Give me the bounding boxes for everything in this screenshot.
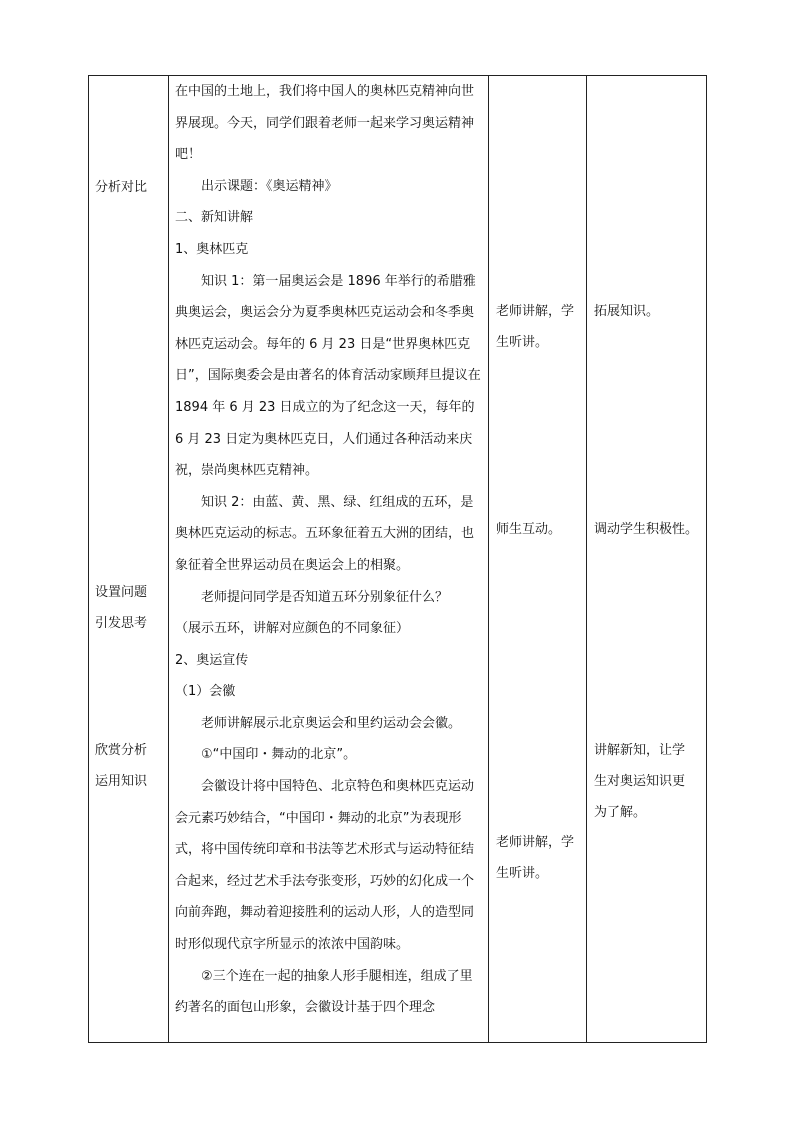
paragraph-knowledge-2: 知识 2：由蓝、黄、黑、绿、红组成的五环，是奥林匹克运动的标志。五环象征着五大洲的团结，也象征着全世界运动员在奥运会上的相聚。 — [175, 494, 475, 573]
paragraph-rio-emblem: ②三个连在一起的抽象人形手腿相连，组成了里约著名的面包山形象，会徽设计基于四个理念 — [175, 968, 473, 1016]
paragraph-rings-note: （展示五环，讲解对应颜色的不同象征） — [175, 621, 410, 637]
stage-label-analyze: 分析对比 — [95, 180, 148, 195]
paragraph-beijing-emblem-desc: 会徽设计将中国特色、北京特色和奥林匹克运动会元素巧妙结合，“中国印・舞动的北京”为表现形式，将中国传统印章和书法等艺术形式与运动特征结合起来，经过艺术手法夸张变形，巧妙的幻化成一个向前奔跑，舞动着迎接胜利的运动人形，人的造型同时形似现代京字所显示的浓浓中国韵味。 — [175, 779, 475, 953]
activity-a-line1: 老师讲解，学 — [496, 304, 575, 319]
design-intent-column — [587, 76, 707, 1043]
activity-a-line2: 生听讲。 — [496, 335, 549, 350]
paragraph-topic: 出示课题：《奥运精神》 — [201, 178, 338, 194]
paragraph-beijing-emblem-title: ①“中国印・舞动的北京”。 — [201, 747, 357, 763]
intent-a-line1: 拓展知识。 — [594, 304, 660, 319]
lesson-plan-table — [88, 75, 707, 1043]
paragraph-emblem-intro: 老师讲解展示北京奥运会和里约运动会会徽。 — [201, 715, 462, 731]
heading-emblem: （1）会徽 — [175, 684, 236, 700]
teacher-activity-column — [489, 76, 587, 1043]
content-column — [169, 76, 489, 1043]
intent-c-line3: 为了解。 — [594, 805, 647, 820]
stage-label-set-question-2: 引发思考 — [95, 616, 148, 631]
intent-c-line1: 讲解新知，让学 — [594, 743, 686, 758]
intent-c-line2: 生对奥运知识更 — [594, 774, 686, 789]
activity-c-line1: 老师讲解，学 — [496, 835, 575, 850]
table-row — [89, 76, 707, 1043]
heading-new-knowledge: 二、新知讲解 — [175, 210, 254, 226]
activity-b-line1: 师生互动。 — [496, 522, 562, 537]
paragraph-knowledge-1: 知识 1：第一届奥运会是 1896 年举行的希腊雅典奥运会，奥运会分为夏季奥林匹克运动会和冬季奥林匹克运动会。每年的 6 月 23 日是“世界奥林匹克日”，国际奥委会是由著名的体育活动家顾拜旦提议在 1894 年 6 月 23 日成立的为了纪念这一天，每年的 6 月 23 日定为奥林匹克日，人们通过各种活动来庆祝，崇尚奥林匹克精神。 — [175, 273, 481, 479]
paragraph-intro: 在中国的土地上，我们将中国人的奥林匹克精神向世界展现。今天，同学们跟着老师一起来学习奥运精神吧！ — [175, 84, 475, 163]
paragraph-teacher-question: 老师提问同学是否知道五环分别象征什么？ — [201, 589, 449, 605]
stage-label-appreciate-1: 欣赏分析 — [95, 743, 148, 758]
activity-c-line2: 生听讲。 — [496, 866, 549, 881]
stage-label-appreciate-2: 运用知识 — [95, 774, 148, 789]
heading-promotion: 2、奥运宣传 — [175, 652, 249, 668]
stage-label-set-question-1: 设置问题 — [95, 585, 148, 600]
intent-b-line1: 调动学生积极性。 — [594, 522, 699, 537]
heading-olympics: 1、奥林匹克 — [175, 241, 249, 257]
stage-column — [89, 76, 169, 1043]
